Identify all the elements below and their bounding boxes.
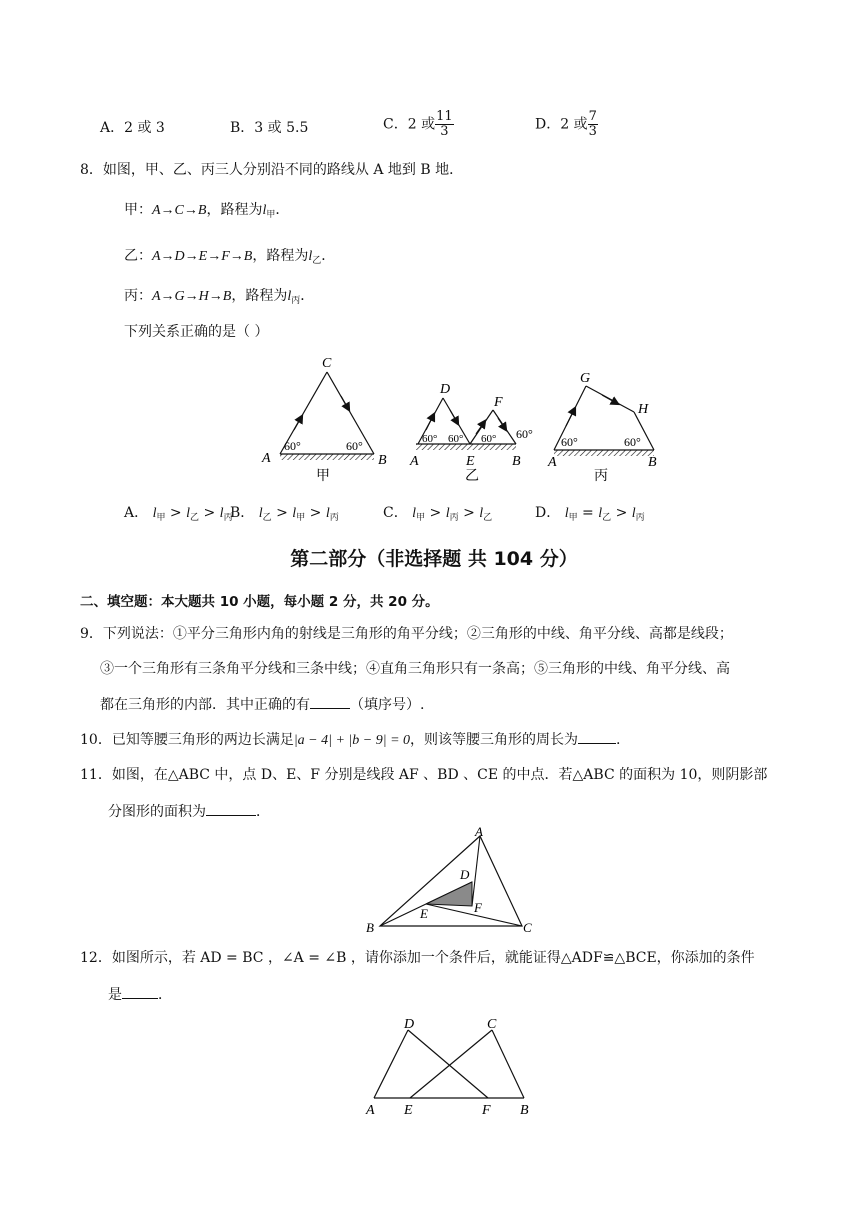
angle-label: 60° bbox=[561, 435, 578, 449]
q11-figure bbox=[360, 822, 540, 940]
q9-line1: 9．下列说法：①平分三角形内角的射线是三角形的角平分线；②三角形的中线、角平分线、高都是线段； bbox=[80, 626, 733, 642]
caption-jia: 甲 bbox=[316, 469, 330, 484]
subscript: 甲 bbox=[416, 513, 426, 523]
q11-line2 bbox=[108, 801, 270, 822]
angle-label: 60° bbox=[624, 435, 641, 449]
q7-option-d-prefix: D．2 或 bbox=[535, 116, 588, 133]
q9-line2: ③一个三角形有三条角平分线和三条中线；④直角三角形只有一条高；⑤三角形的中线、角平分线、高 bbox=[100, 661, 730, 677]
q9-line3-text: 都在三角形的内部．其中正确的有 bbox=[100, 697, 310, 713]
subscript: 丙 bbox=[635, 513, 645, 523]
q10-text: 10．已知等腰三角形的两边长满足 bbox=[80, 732, 294, 748]
figure-jia bbox=[261, 356, 387, 484]
answer-blank[interactable] bbox=[578, 729, 616, 744]
label-E: E bbox=[420, 906, 428, 921]
figure-yi bbox=[409, 382, 533, 484]
q11-line2-text: 分图形的面积为 bbox=[108, 804, 206, 820]
q7-option-d bbox=[535, 110, 598, 139]
label-E: E bbox=[404, 1103, 413, 1118]
q8-jia-path: A→C→B bbox=[152, 203, 207, 218]
option-letter: B． bbox=[230, 505, 255, 521]
q8-jia-sub: 甲 bbox=[266, 210, 276, 220]
q8-jia-var: l bbox=[262, 203, 267, 218]
q8-bing-text: ，路程为 bbox=[231, 288, 288, 304]
label-D: D bbox=[460, 867, 470, 882]
option-letter: C． bbox=[383, 505, 408, 521]
fraction-denominator: 3 bbox=[588, 124, 597, 139]
section2-heading: 二、填空题：本大题共 10 小题，每小题 2 分，共 20 分。 bbox=[80, 594, 439, 610]
q8-yi-path: A→D→E→F→B bbox=[152, 249, 253, 264]
q8-option-c: C． $l_甲 > l_丙 > l_乙$ bbox=[383, 505, 493, 523]
label-B: B bbox=[366, 920, 374, 935]
subscript: 丙 bbox=[329, 513, 339, 523]
q8-bing-label: 丙： bbox=[124, 288, 152, 304]
q8-question: 下列关系正确的是（ ） bbox=[124, 324, 269, 340]
fraction-denominator: 3 bbox=[440, 124, 449, 139]
q8-option-b: B． $l_乙 > l_甲 > l_丙$ bbox=[230, 505, 339, 523]
q7-option-c bbox=[383, 110, 454, 139]
subscript: 甲 bbox=[156, 513, 166, 523]
part2-title: 第二部分（非选择题 共 104 分） bbox=[290, 548, 578, 570]
q7-option-c-fraction bbox=[435, 110, 454, 139]
q11-line1: 11．如图，在△ABC 中，点 D、E、F 分别是线段 AF 、BD 、CE 的中点．若△ABC 的面积为 10，则阴影部 bbox=[80, 767, 768, 783]
q8-jia-label: 甲： bbox=[124, 202, 152, 218]
subscript: 丙 bbox=[449, 513, 459, 523]
label-B: B bbox=[378, 453, 387, 468]
subscript: 乙 bbox=[483, 513, 493, 523]
label-E: E bbox=[466, 454, 475, 469]
q12-line1: 12．如图所示，若 AD = BC ，∠A = ∠B ，请你添加一个条件后，就能证得△ADF≌△BCE，你添加的条件 bbox=[80, 950, 755, 966]
q8-option-a: A． $l_甲 > l_乙 > l_丙$ bbox=[124, 505, 233, 523]
q12-line2-text: 是 bbox=[108, 987, 122, 1003]
q7-option-a: A．2 或 3 bbox=[100, 120, 165, 136]
subscript: 乙 bbox=[262, 513, 272, 523]
fraction-numerator: 11 bbox=[436, 109, 453, 124]
label-A: A bbox=[410, 454, 419, 469]
label-D: D bbox=[440, 382, 451, 397]
label-A: A bbox=[366, 1103, 375, 1118]
angle-label: 60° bbox=[346, 439, 363, 453]
angle-label: 60° bbox=[448, 433, 464, 445]
label-G: G bbox=[580, 371, 591, 386]
q10-line bbox=[80, 729, 620, 751]
caption-yi: 乙 bbox=[465, 469, 479, 484]
label-A: A bbox=[262, 451, 271, 466]
label-B: B bbox=[512, 454, 521, 469]
subscript: 丙 bbox=[223, 513, 233, 523]
q8-bing-sub: 丙 bbox=[291, 296, 301, 306]
label-D: D bbox=[404, 1017, 415, 1032]
q11-line2-end: ． bbox=[256, 804, 270, 820]
subscript: 甲 bbox=[568, 513, 578, 523]
q7-option-c-prefix: C．2 或 bbox=[383, 116, 436, 133]
option-letter: A． bbox=[124, 505, 149, 521]
q8-yi-text: ，路程为 bbox=[252, 248, 309, 264]
q8-jia-text: ，路程为 bbox=[206, 202, 263, 218]
q10-end: . bbox=[616, 732, 621, 748]
label-H: H bbox=[638, 402, 649, 417]
q8-yi-line: 乙：A→D→E→F→B，路程为$l_乙$． bbox=[124, 248, 336, 266]
q12-line2 bbox=[108, 984, 172, 1005]
q8-yi-sub: 乙 bbox=[312, 256, 322, 266]
label-C: C bbox=[322, 356, 332, 371]
subscript: 甲 bbox=[296, 513, 306, 523]
label-F: F bbox=[494, 395, 503, 410]
q10-text-after: ，则该等腰三角形的周长为 bbox=[410, 732, 579, 748]
q8-option-d: D． $l_甲 = l_乙 > l_丙$ bbox=[535, 505, 645, 523]
q7-option-b: B．3 或 5.5 bbox=[230, 120, 309, 136]
answer-blank[interactable] bbox=[310, 694, 350, 709]
q8-yi-var: l bbox=[308, 249, 313, 264]
label-C: C bbox=[523, 920, 532, 935]
answer-blank[interactable] bbox=[122, 984, 158, 999]
q8-bing-line: 丙：A→G→H→B，路程为$l_丙$． bbox=[124, 288, 315, 306]
figure-bing bbox=[547, 371, 657, 484]
q12-figure bbox=[360, 1012, 540, 1122]
q12-line2-end: ． bbox=[158, 987, 172, 1003]
q9-line3 bbox=[100, 694, 424, 715]
label-B: B bbox=[520, 1103, 529, 1118]
q8-figures bbox=[250, 350, 670, 490]
angle-label: 60° bbox=[481, 433, 497, 445]
angle-label: 60° bbox=[284, 439, 301, 453]
subscript: 乙 bbox=[190, 513, 200, 523]
caption-bing: 丙 bbox=[594, 469, 608, 484]
label-A: A bbox=[548, 455, 557, 470]
option-letter: D． bbox=[535, 505, 561, 521]
answer-blank[interactable] bbox=[206, 801, 256, 816]
q8-bing-var: l bbox=[287, 289, 292, 304]
fraction-numerator: 7 bbox=[588, 109, 597, 124]
subscript: 乙 bbox=[602, 513, 612, 523]
q10-expression: |a − 4| + |b − 9| = 0 bbox=[293, 733, 411, 748]
q8-jia-line: 甲：A→C→B，路程为$l_甲$． bbox=[124, 202, 290, 220]
label-F: F bbox=[474, 900, 482, 915]
q8-yi-label: 乙： bbox=[124, 248, 152, 264]
q9-line3-end: （填序号）. bbox=[350, 697, 425, 713]
angle-label: 60° bbox=[422, 433, 438, 445]
label-B: B bbox=[648, 455, 657, 470]
q8-bing-path: A→G→H→B bbox=[152, 289, 232, 304]
label-F: F bbox=[482, 1103, 491, 1118]
angle-label: 60° bbox=[516, 427, 533, 441]
label-C: C bbox=[487, 1017, 497, 1032]
q8-stem: 8．如图，甲、乙、丙三人分别沿不同的路线从 A 地到 B 地． bbox=[80, 162, 464, 178]
q7-option-d-fraction bbox=[588, 110, 598, 139]
label-A: A bbox=[475, 824, 483, 839]
